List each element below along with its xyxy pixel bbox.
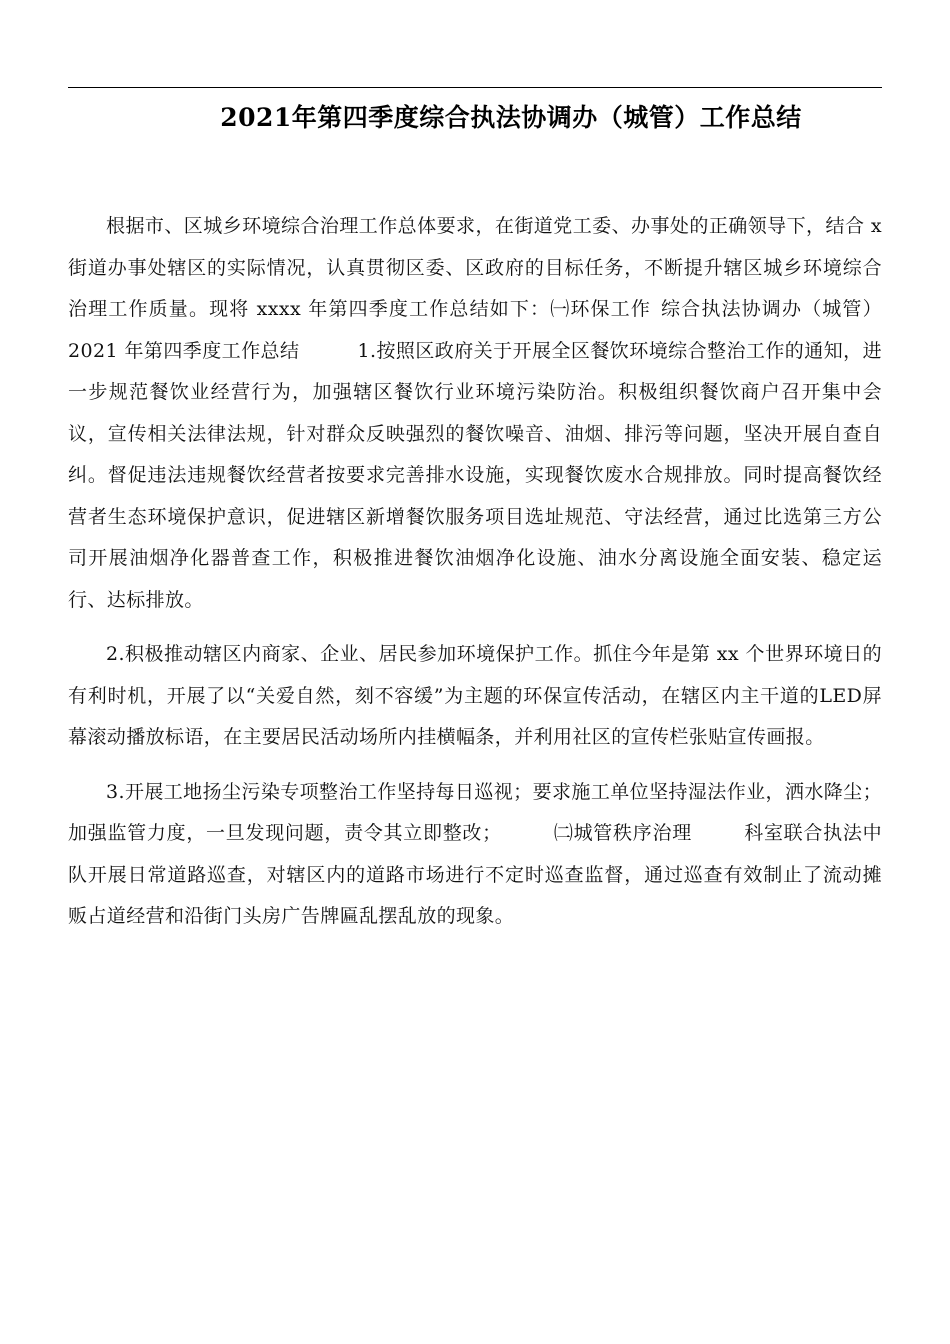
- paragraph-urban-order-text: 科室联合执法中队开展日常道路巡查，对辖区内的道路市场进行不定时巡查监督，通过巡查有效制止了流动摊贩占道经营和沿街门头房广告牌匾乱摆乱放的现象。: [68, 822, 882, 927]
- paragraph-item-3-text: 3.开展工地扬尘污染专项整治工作坚持每日巡视；要求施工单位坚持湿法作业，洒水降尘；加强监管力度，一旦发现问题，责令其立即整改；: [68, 780, 882, 844]
- running-header-inline: 综合执法协调办（城管）2021 年第四季度工作总结: [68, 298, 882, 362]
- header-rule: [68, 87, 882, 88]
- paragraph-intro: [68, 206, 882, 621]
- paragraph-intro-text: 根据市、区城乡环境综合治理工作总体要求，在街道党工委、办事处的正确领导下，结合 x 街道办事处辖区的实际情况，认真贯彻区委、区政府的目标任务，不断提升辖区城乡环境综合治理工作质量。现将 xxxx 年第四季度工作总结如下：㈠环保工作: [68, 215, 882, 320]
- document-title: 2021年第四季度综合执法协调办（城管）工作总结: [220, 103, 802, 132]
- paragraph-item-3: [68, 772, 882, 938]
- paragraph-item-1: 1.按照区政府关于开展全区餐饮环境综合整治工作的通知，进一步规范餐饮业经营行为，加强辖区餐饮行业环境污染防治。积极组织餐饮商户召开集中会议，宣传相关法律法规，针对群众反映强烈的餐饮噪音、油烟、排污等问题，坚决开展自查自纠。督促违法违规餐饮经营者按要求完善排水设施，实现餐饮废水合规排放。同时提高餐饮经营者生态环境保护意识，促进辖区新增餐饮服务项目选址规范、守法经营，通过比选第三方公司开展油烟净化器普查工作，积极推进餐饮油烟净化设施、油水分离设施全面安装、稳定运行、达标排放。: [68, 339, 882, 611]
- section-heading-urban-order: ㈡城管秩序治理: [553, 822, 692, 844]
- paragraph-item-2: 2.积极推动辖区内商家、企业、居民参加环境保护工作。抓住今年是第 xx 个世界环境日的有利时机，开展了以“关爱自然，刻不容缓”为主题的环保宣传活动，在辖区内主干道的LED屏幕滚动播放标语，在主要居民活动场所内挂横幅条，并利用社区的宣传栏张贴宣传画报。: [68, 643, 882, 748]
- document-body: [68, 206, 882, 938]
